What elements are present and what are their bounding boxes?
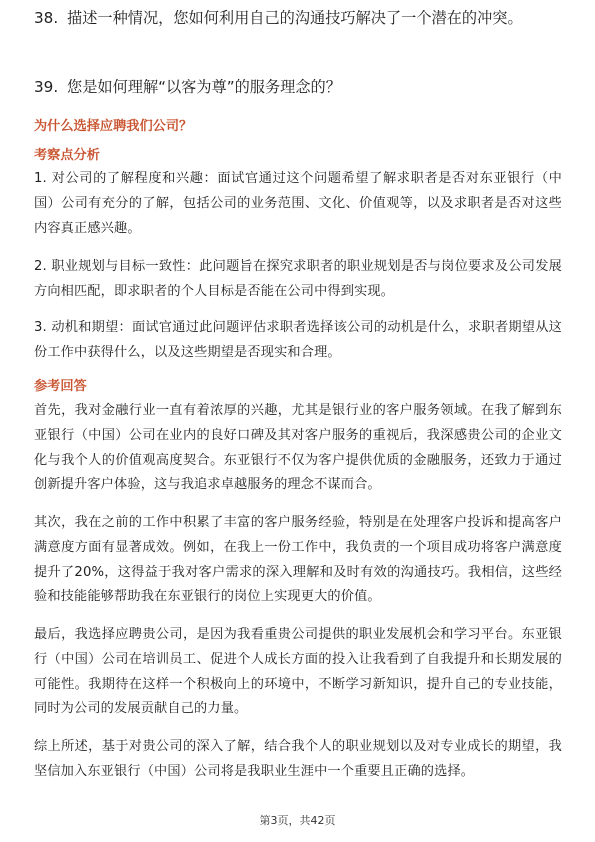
question-text: 您是如何理解“以客为尊”的服务理念的？ <box>67 78 341 96</box>
question-text: 描述一种情况，您如何利用自己的沟通技巧解决了一个潜在的冲突。 <box>67 9 523 27</box>
analysis-heading: 考察点分析 <box>34 148 100 163</box>
question-38 <box>34 6 564 31</box>
answer-paragraph-4: 综上所述，基于对贵公司的深入了解，结合我个人的职业规划以及对专业成长的期望，我坚信加入东亚银行（中国）公司将是我职业生涯中一个重要且正确的选择。 <box>34 739 562 779</box>
analysis-item-1: 1. 对公司的了解程度和兴趣：面试官通过这个问题希望了解求职者是否对东亚银行（中国）公司有充分的了解，包括公司的业务范围、文化、价值观等，以及求职者是否对这些内容真正感兴趣。 <box>34 171 562 236</box>
answer-paragraph-1: 首先，我对金融行业一直有着浓厚的兴趣，尤其是银行业的客户服务领域。在我了解到东亚银行（中国）公司在业内的良好口碑及其对客户服务的重视后，我深感贵公司的企业文化与我个人的价值观高度契合。东亚银行不仅为客户提供优质的金融服务，还致力于通过创新提升客户体验，这与我追求卓越服务的理念不谋而合。 <box>34 403 562 493</box>
question-39 <box>34 75 564 100</box>
answer-heading: 参考回答 <box>34 379 87 394</box>
answer-paragraph-3: 最后，我选择应聘贵公司，是因为我看重贵公司提供的职业发展机会和学习平台。东亚银行（中国）公司在培训员工、促进个人成长方面的投入让我看到了自我提升和长期发展的可能性。我期待在这样一个积极向上的环境中，不断学习新知识，提升自己的专业技能，同时为公司的发展贡献自己的力量。 <box>34 627 562 717</box>
analysis-item-2: 2. 职业规划与目标一致性：此问题旨在探究求职者的职业规划是否与岗位要求及公司发展方向相匹配，即求职者的个人目标是否能在公司中得到实现。 <box>34 259 562 299</box>
question-number: 38. <box>34 9 59 27</box>
page-footer: 第3页，共42页 <box>259 814 336 827</box>
analysis-item-3: 3. 动机和期望：面试官通过此问题评估求职者选择该公司的动机是什么，求职者期望从这份工作中获得什么，以及这些期望是否现实和合理。 <box>34 320 562 360</box>
question-number: 39. <box>34 78 59 96</box>
section-title: 为什么选择应聘我们公司？ <box>34 119 193 134</box>
answer-paragraph-2: 其次，我在之前的工作中积累了丰富的客户服务经验，特别是在处理客户投诉和提高客户满意度方面有显著成效。例如，在我上一份工作中，我负责的一个项目成功将客户满意度提升了20%，这得益于我对客户需求的深入理解和及时有效的沟通技巧。我相信，这些经验和技能能够帮助我在东亚银行的岗位上实现更大的价值。 <box>34 515 562 605</box>
